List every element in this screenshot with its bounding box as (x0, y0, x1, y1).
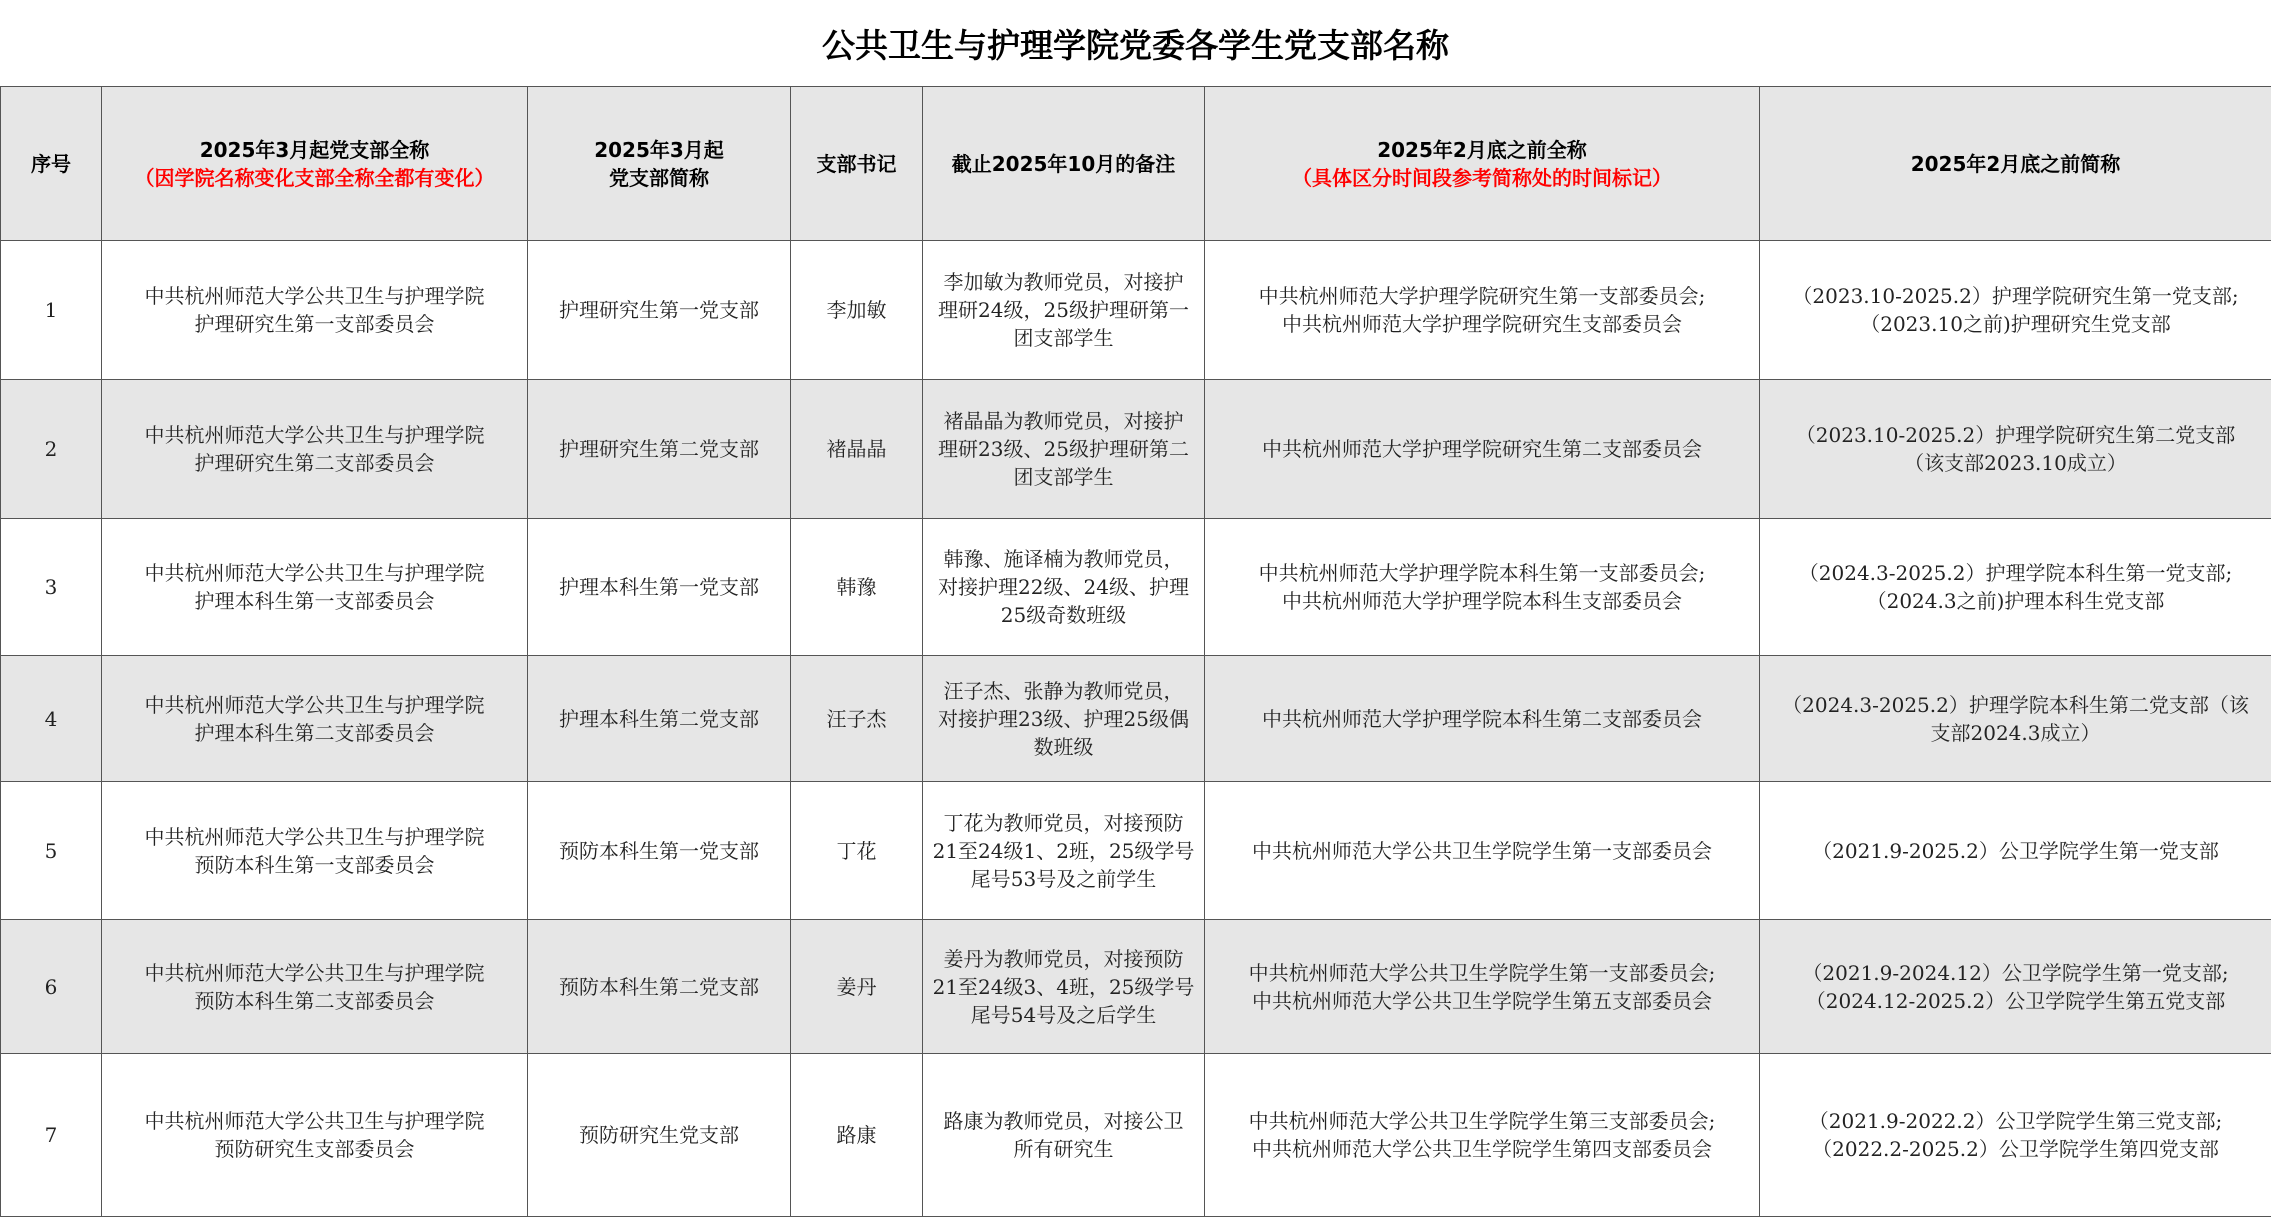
header-short-name (528, 87, 791, 241)
cell-remark-line2: 对接护理23级、护理25级偶 (931, 705, 1196, 733)
cell-old-full-line2: 中共杭州师范大学护理学院研究生支部委员会 (1213, 310, 1751, 338)
cell-remark (923, 782, 1205, 920)
cell-remark-line3: 团支部学生 (931, 324, 1196, 352)
cell-remark (923, 380, 1205, 519)
cell-full-name (102, 920, 528, 1054)
cell-short-name: 护理本科生第一党支部 (528, 519, 791, 656)
cell-old-full-name (1205, 656, 1760, 782)
cell-full-name-line2: 护理研究生第一支部委员会 (110, 310, 519, 338)
cell-full-name-line2: 预防研究生支部委员会 (110, 1135, 519, 1163)
table-row (1, 519, 2271, 656)
cell-seq: 1 (1, 241, 102, 380)
cell-secretary: 路康 (791, 1054, 923, 1217)
cell-old-full-line2: 中共杭州师范大学护理学院本科生支部委员会 (1213, 587, 1751, 615)
header-short-name-line1: 2025年3月起 (536, 136, 782, 164)
cell-short-name: 预防研究生党支部 (528, 1054, 791, 1217)
cell-full-name-line1: 中共杭州师范大学公共卫生与护理学院 (110, 559, 519, 587)
header-old-full-note: （具体区分时间段参考简称处的时间标记） (1213, 164, 1751, 192)
cell-old-full-line1: 中共杭州师范大学护理学院研究生第二支部委员会 (1213, 435, 1751, 463)
header-full-name-note: （因学院名称变化支部全称全都有变化） (110, 164, 519, 192)
cell-full-name (102, 380, 528, 519)
cell-remark-line2: 理研24级，25级护理研第一 (931, 296, 1196, 324)
cell-full-name (102, 241, 528, 380)
table-row (1, 1054, 2271, 1217)
cell-old-full-line1: 中共杭州师范大学公共卫生学院学生第三支部委员会; (1213, 1107, 1751, 1135)
header-row (1, 87, 2271, 241)
header-full-name-main: 2025年3月起党支部全称 (110, 136, 519, 164)
cell-remark-line1: 李加敏为教师党员，对接护 (931, 268, 1196, 296)
cell-old-short-line1: （2021.9-2022.2）公卫学院学生第三党支部; (1768, 1107, 2263, 1135)
cell-old-full-line1: 中共杭州师范大学公共卫生学院学生第一支部委员会 (1213, 837, 1751, 865)
cell-old-short-name (1760, 920, 2271, 1054)
cell-remark-line1: 韩豫、施译楠为教师党员， (931, 545, 1196, 573)
cell-remark-line2: 21至24级1、2班，25级学号 (931, 837, 1196, 865)
cell-old-short-line1: （2023.10-2025.2）护理学院研究生第一党支部; (1768, 282, 2263, 310)
cell-full-name-line2: 预防本科生第二支部委员会 (110, 987, 519, 1015)
cell-secretary: 褚晶晶 (791, 380, 923, 519)
cell-full-name-line1: 中共杭州师范大学公共卫生与护理学院 (110, 823, 519, 851)
cell-old-full-name (1205, 1054, 1760, 1217)
cell-old-full-line2: 中共杭州师范大学公共卫生学院学生第五支部委员会 (1213, 987, 1751, 1015)
table-row (1, 920, 2271, 1054)
cell-full-name (102, 1054, 528, 1217)
header-short-name-line2: 党支部简称 (536, 164, 782, 192)
cell-full-name-line1: 中共杭州师范大学公共卫生与护理学院 (110, 959, 519, 987)
cell-full-name (102, 519, 528, 656)
cell-old-short-name (1760, 782, 2271, 920)
table-row (1, 380, 2271, 519)
cell-old-full-line1: 中共杭州师范大学护理学院本科生第一支部委员会; (1213, 559, 1751, 587)
cell-remark-line1: 路康为教师党员，对接公卫 (931, 1107, 1196, 1135)
cell-remark-line1: 姜丹为教师党员，对接预防 (931, 945, 1196, 973)
header-seq: 序号 (1, 87, 102, 241)
table-row (1, 241, 2271, 380)
header-secretary: 支部书记 (791, 87, 923, 241)
cell-remark (923, 656, 1205, 782)
header-old-short-name: 2025年2月底之前简称 (1760, 87, 2271, 241)
cell-remark-line3: 25级奇数班级 (931, 601, 1196, 629)
table-row (1, 782, 2271, 920)
cell-old-short-line2: （该支部2023.10成立） (1768, 449, 2263, 477)
cell-old-short-line1: （2024.3-2025.2）护理学院本科生第二党支部（该 (1768, 691, 2263, 719)
cell-remark (923, 519, 1205, 656)
cell-old-short-name (1760, 380, 2271, 519)
cell-remark (923, 1054, 1205, 1217)
cell-old-short-line1: （2024.3-2025.2）护理学院本科生第一党支部; (1768, 559, 2263, 587)
header-remark: 截止2025年10月的备注 (923, 87, 1205, 241)
cell-old-full-line2: 中共杭州师范大学公共卫生学院学生第四支部委员会 (1213, 1135, 1751, 1163)
cell-remark-line3: 团支部学生 (931, 463, 1196, 491)
cell-old-full-name (1205, 380, 1760, 519)
cell-old-short-line1: （2021.9-2025.2）公卫学院学生第一党支部 (1768, 837, 2263, 865)
cell-seq: 6 (1, 920, 102, 1054)
cell-remark-line3: 尾号53号及之前学生 (931, 865, 1196, 893)
cell-seq: 3 (1, 519, 102, 656)
cell-remark-line2: 所有研究生 (931, 1135, 1196, 1163)
cell-old-full-name (1205, 519, 1760, 656)
cell-old-full-line1: 中共杭州师范大学公共卫生学院学生第一支部委员会; (1213, 959, 1751, 987)
cell-old-short-name (1760, 241, 2271, 380)
cell-secretary: 汪子杰 (791, 656, 923, 782)
cell-seq: 7 (1, 1054, 102, 1217)
cell-seq: 2 (1, 380, 102, 519)
cell-seq: 4 (1, 656, 102, 782)
cell-short-name: 护理本科生第二党支部 (528, 656, 791, 782)
header-old-full-name (1205, 87, 1760, 241)
cell-full-name-line2: 预防本科生第一支部委员会 (110, 851, 519, 879)
cell-old-full-name (1205, 241, 1760, 380)
cell-full-name-line2: 护理研究生第二支部委员会 (110, 449, 519, 477)
cell-remark-line1: 汪子杰、张静为教师党员， (931, 677, 1196, 705)
cell-full-name-line1: 中共杭州师范大学公共卫生与护理学院 (110, 282, 519, 310)
cell-secretary: 李加敏 (791, 241, 923, 380)
cell-full-name (102, 782, 528, 920)
cell-remark (923, 241, 1205, 380)
cell-remark-line1: 褚晶晶为教师党员，对接护 (931, 407, 1196, 435)
cell-old-short-line2: （2022.2-2025.2）公卫学院学生第四党支部 (1768, 1135, 2263, 1163)
cell-full-name-line1: 中共杭州师范大学公共卫生与护理学院 (110, 421, 519, 449)
cell-remark-line3: 数班级 (931, 733, 1196, 761)
cell-full-name-line2: 护理本科生第一支部委员会 (110, 587, 519, 615)
header-old-full-main: 2025年2月底之前全称 (1213, 136, 1751, 164)
cell-old-short-line2: （2024.3之前)护理本科生党支部 (1768, 587, 2263, 615)
cell-old-short-line2: （2023.10之前)护理研究生党支部 (1768, 310, 2263, 338)
cell-old-full-line1: 中共杭州师范大学护理学院本科生第二支部委员会 (1213, 705, 1751, 733)
cell-old-short-line1: （2021.9-2024.12）公卫学院学生第一党支部; (1768, 959, 2263, 987)
cell-old-full-line1: 中共杭州师范大学护理学院研究生第一支部委员会; (1213, 282, 1751, 310)
cell-secretary: 姜丹 (791, 920, 923, 1054)
table-row (1, 656, 2271, 782)
cell-short-name: 预防本科生第二党支部 (528, 920, 791, 1054)
cell-remark-line1: 丁花为教师党员，对接预防 (931, 809, 1196, 837)
cell-remark-line2: 理研23级、25级护理研第二 (931, 435, 1196, 463)
cell-old-short-name (1760, 656, 2271, 782)
cell-secretary: 丁花 (791, 782, 923, 920)
cell-short-name: 护理研究生第一党支部 (528, 241, 791, 380)
cell-old-full-name (1205, 920, 1760, 1054)
header-full-name (102, 87, 528, 241)
cell-full-name (102, 656, 528, 782)
cell-old-short-name (1760, 1054, 2271, 1217)
cell-old-short-line2: （2024.12-2025.2）公卫学院学生第五党支部 (1768, 987, 2263, 1015)
cell-old-short-name (1760, 519, 2271, 656)
cell-old-full-name (1205, 782, 1760, 920)
cell-seq: 5 (1, 782, 102, 920)
cell-secretary: 韩豫 (791, 519, 923, 656)
cell-remark-line2: 对接护理22级、24级、护理 (931, 573, 1196, 601)
cell-full-name-line1: 中共杭州师范大学公共卫生与护理学院 (110, 1107, 519, 1135)
cell-old-short-line1: （2023.10-2025.2）护理学院研究生第二党支部 (1768, 421, 2263, 449)
cell-remark-line2: 21至24级3、4班，25级学号 (931, 973, 1196, 1001)
cell-short-name: 预防本科生第一党支部 (528, 782, 791, 920)
cell-remark (923, 920, 1205, 1054)
cell-full-name-line1: 中共杭州师范大学公共卫生与护理学院 (110, 691, 519, 719)
cell-short-name: 护理研究生第二党支部 (528, 380, 791, 519)
cell-remark-line3: 尾号54号及之后学生 (931, 1001, 1196, 1029)
page-title: 公共卫生与护理学院党委各学生党支部名称 (0, 0, 2271, 86)
branch-table (0, 86, 2271, 1217)
cell-old-short-line2: 支部2024.3成立） (1768, 719, 2263, 747)
cell-full-name-line2: 护理本科生第二支部委员会 (110, 719, 519, 747)
